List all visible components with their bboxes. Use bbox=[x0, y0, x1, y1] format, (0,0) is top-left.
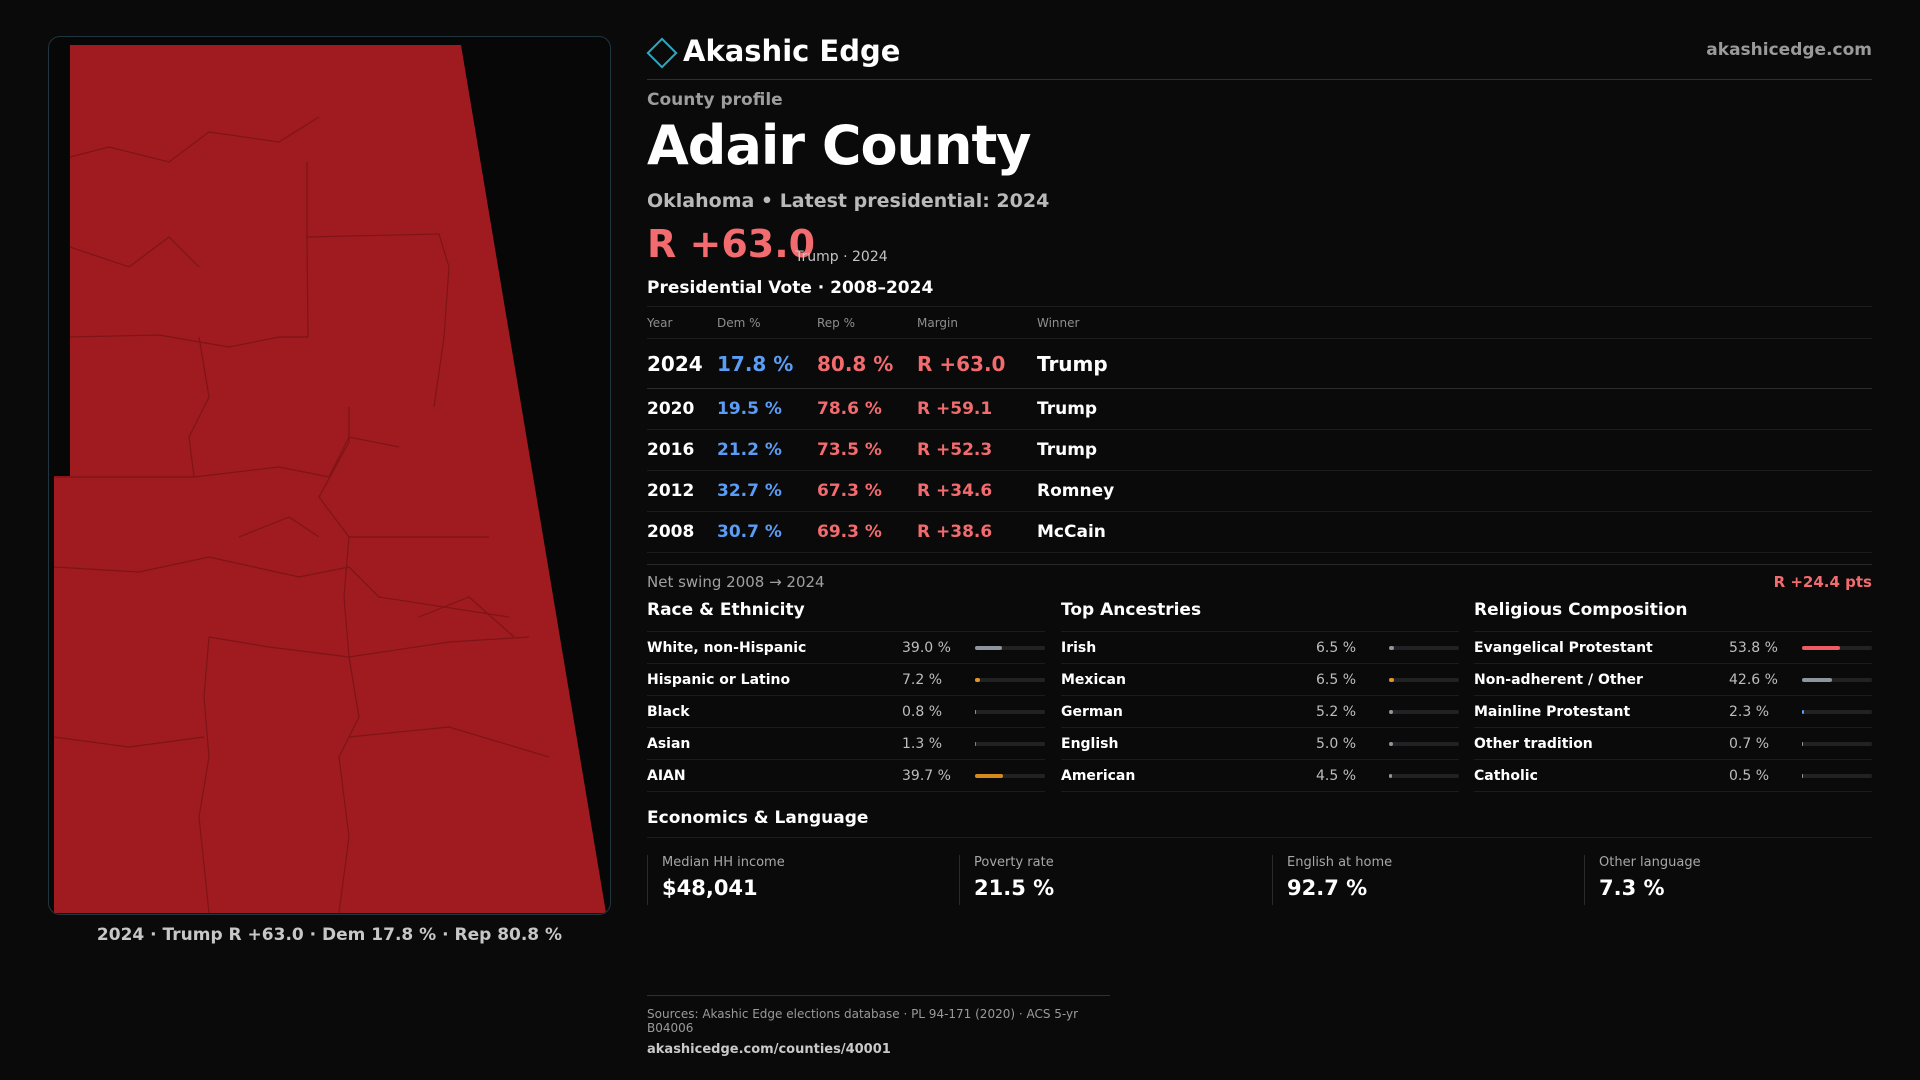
presidential-heading: Presidential Vote · 2008–2024 bbox=[647, 278, 934, 298]
item-label: American bbox=[1061, 768, 1136, 784]
item-pct: 39.0 % bbox=[902, 640, 951, 656]
list-item bbox=[647, 664, 1045, 696]
list-item bbox=[1474, 632, 1872, 664]
list-item bbox=[1474, 760, 1872, 792]
col-margin: Margin bbox=[917, 316, 958, 330]
item-pct: 39.7 % bbox=[902, 768, 951, 784]
list-item bbox=[1061, 760, 1459, 792]
table-row bbox=[647, 339, 1872, 389]
bar-track bbox=[975, 678, 1045, 682]
row-dem: 19.5 % bbox=[717, 399, 782, 419]
row-rep: 78.6 % bbox=[817, 399, 882, 419]
row-year: 2008 bbox=[647, 522, 695, 542]
list-item bbox=[647, 696, 1045, 728]
bar-track bbox=[975, 646, 1045, 650]
bar-fill bbox=[1802, 678, 1832, 682]
col-year: Year bbox=[647, 316, 673, 330]
bar-fill bbox=[1389, 646, 1394, 650]
item-pct: 0.5 % bbox=[1729, 768, 1770, 784]
row-dem: 17.8 % bbox=[717, 351, 794, 376]
bar-track bbox=[1389, 678, 1459, 682]
list-item bbox=[647, 728, 1045, 760]
item-pct: 6.5 % bbox=[1316, 672, 1357, 688]
row-rep: 67.3 % bbox=[817, 481, 882, 501]
item-pct: 0.7 % bbox=[1729, 736, 1770, 752]
stat-value: 92.7 % bbox=[1287, 876, 1368, 900]
headline-note: Trump · 2024 bbox=[795, 249, 888, 265]
row-margin: R +34.6 bbox=[917, 481, 993, 501]
page-subtitle: Oklahoma • Latest presidential: 2024 bbox=[647, 190, 1050, 212]
swing-label: Net swing 2008 → 2024 bbox=[647, 573, 825, 591]
page-title: Adair County bbox=[647, 114, 1031, 177]
bar-fill bbox=[1802, 774, 1803, 778]
county-map bbox=[48, 36, 611, 915]
stat-other-language bbox=[1584, 855, 1884, 905]
bar-track bbox=[1802, 678, 1872, 682]
row-margin: R +63.0 bbox=[917, 351, 1006, 376]
row-rep: 80.8 % bbox=[817, 351, 894, 376]
bar-fill bbox=[1802, 710, 1804, 714]
bar-fill bbox=[1389, 742, 1393, 746]
list-item bbox=[1061, 728, 1459, 760]
col-rep: Rep % bbox=[817, 316, 856, 330]
table-row bbox=[647, 389, 1872, 430]
row-margin: R +38.6 bbox=[917, 522, 993, 542]
race-heading: Race & Ethnicity bbox=[647, 600, 1045, 632]
list-item bbox=[1061, 696, 1459, 728]
item-label: Hispanic or Latino bbox=[647, 672, 791, 688]
item-label: Asian bbox=[647, 736, 691, 752]
bar-track bbox=[1389, 646, 1459, 650]
list-item bbox=[1061, 632, 1459, 664]
map-caption: 2024 · Trump R +63.0 · Dem 17.8 % · Rep 80.8 % bbox=[96, 925, 563, 945]
item-pct: 0.8 % bbox=[902, 704, 943, 720]
stat-label: Poverty rate bbox=[974, 855, 1054, 870]
stat-value: 7.3 % bbox=[1599, 876, 1665, 900]
source-url-link[interactable]: akashicedge.com/counties/40001 bbox=[647, 1042, 891, 1057]
sources-text: Sources: Akashic Edge elections database · PL 94-171 (2020) · ACS 5-yr B04006 bbox=[647, 1007, 1079, 1035]
item-label: Irish bbox=[1061, 640, 1097, 656]
row-year: 2012 bbox=[647, 481, 695, 501]
bar-track bbox=[1802, 646, 1872, 650]
row-winner: Trump bbox=[1037, 399, 1098, 419]
race-ethnicity-panel bbox=[647, 600, 1045, 792]
item-label: Mexican bbox=[1061, 672, 1126, 688]
net-swing bbox=[647, 564, 1872, 594]
bar-track bbox=[975, 774, 1045, 778]
religion-heading: Religious Composition bbox=[1474, 600, 1872, 632]
row-rep: 69.3 % bbox=[817, 522, 882, 542]
religion-panel bbox=[1474, 600, 1872, 792]
item-label: German bbox=[1061, 704, 1123, 720]
presidential-table bbox=[647, 306, 1872, 553]
row-winner: Trump bbox=[1037, 440, 1098, 460]
item-pct: 2.3 % bbox=[1729, 704, 1770, 720]
item-pct: 53.8 % bbox=[1729, 640, 1778, 656]
item-pct: 42.6 % bbox=[1729, 672, 1778, 688]
list-item bbox=[1474, 728, 1872, 760]
bar-track bbox=[1802, 710, 1872, 714]
list-item bbox=[647, 760, 1045, 792]
item-pct: 6.5 % bbox=[1316, 640, 1357, 656]
bar-fill bbox=[1389, 710, 1393, 714]
item-label: Catholic bbox=[1474, 768, 1538, 784]
bar-fill bbox=[975, 646, 1002, 650]
profile-label: County profile bbox=[647, 90, 783, 110]
swing-value: R +24.4 pts bbox=[1773, 573, 1872, 591]
stat-label: Other language bbox=[1599, 855, 1701, 870]
bar-fill bbox=[1802, 742, 1803, 746]
item-pct: 4.5 % bbox=[1316, 768, 1357, 784]
stat-label: English at home bbox=[1287, 855, 1393, 870]
bar-track bbox=[975, 710, 1045, 714]
row-dem: 21.2 % bbox=[717, 440, 782, 460]
brand-name: Akashic Edge bbox=[683, 34, 901, 68]
bar-track bbox=[1389, 742, 1459, 746]
item-label: AIAN bbox=[647, 768, 686, 784]
bar-track bbox=[975, 742, 1045, 746]
stat-value: $48,041 bbox=[662, 876, 758, 900]
bar-fill bbox=[975, 710, 976, 714]
stat-value: 21.5 % bbox=[974, 876, 1055, 900]
sources bbox=[647, 995, 1110, 1057]
row-year: 2020 bbox=[647, 399, 695, 419]
diamond-logo-icon bbox=[646, 37, 677, 68]
row-year: 2016 bbox=[647, 440, 695, 460]
economics-heading: Economics & Language bbox=[647, 808, 1872, 838]
row-margin: R +52.3 bbox=[917, 440, 993, 460]
row-dem: 32.7 % bbox=[717, 481, 782, 501]
item-label: Evangelical Protestant bbox=[1474, 640, 1653, 656]
item-pct: 5.0 % bbox=[1316, 736, 1357, 752]
table-row bbox=[647, 430, 1872, 471]
row-year: 2024 bbox=[647, 351, 703, 376]
ancestry-panel bbox=[1061, 600, 1459, 792]
county-map-svg bbox=[49, 37, 611, 915]
item-label: Mainline Protestant bbox=[1474, 704, 1631, 720]
item-pct: 1.3 % bbox=[902, 736, 943, 752]
list-item bbox=[1474, 664, 1872, 696]
bar-track bbox=[1802, 742, 1872, 746]
item-label: Other tradition bbox=[1474, 736, 1593, 752]
row-rep: 73.5 % bbox=[817, 440, 882, 460]
list-item bbox=[1061, 664, 1459, 696]
stat-median-income bbox=[647, 855, 947, 905]
bar-fill bbox=[1389, 678, 1394, 682]
list-item bbox=[647, 632, 1045, 664]
table-row bbox=[647, 471, 1872, 512]
bar-track bbox=[1389, 774, 1459, 778]
ancestry-heading: Top Ancestries bbox=[1061, 600, 1459, 632]
table-row bbox=[647, 512, 1872, 553]
item-label: English bbox=[1061, 736, 1119, 752]
row-winner: McCain bbox=[1037, 522, 1106, 542]
header bbox=[647, 30, 1872, 80]
item-pct: 7.2 % bbox=[902, 672, 943, 688]
row-winner: Romney bbox=[1037, 481, 1115, 501]
bar-fill bbox=[1802, 646, 1840, 650]
table-header bbox=[647, 307, 1872, 339]
item-label: White, non-Hispanic bbox=[647, 640, 807, 656]
bar-fill bbox=[975, 774, 1003, 778]
bar-track bbox=[1802, 774, 1872, 778]
stat-english-at-home bbox=[1272, 855, 1572, 905]
list-item bbox=[1474, 696, 1872, 728]
bar-track bbox=[1389, 710, 1459, 714]
col-winner: Winner bbox=[1037, 316, 1080, 330]
item-label: Black bbox=[647, 704, 690, 720]
item-label: Non-adherent / Other bbox=[1474, 672, 1643, 688]
bar-fill bbox=[1389, 774, 1392, 778]
row-dem: 30.7 % bbox=[717, 522, 782, 542]
item-pct: 5.2 % bbox=[1316, 704, 1357, 720]
headline-margin: R +63.0 bbox=[647, 222, 816, 266]
site-link[interactable]: akashicedge.com bbox=[1706, 40, 1872, 60]
col-dem: Dem % bbox=[717, 316, 761, 330]
bar-fill bbox=[975, 742, 976, 746]
stat-label: Median HH income bbox=[662, 855, 785, 870]
row-winner: Trump bbox=[1037, 351, 1108, 376]
stat-poverty-rate bbox=[959, 855, 1259, 905]
county-shape bbox=[54, 45, 606, 913]
bar-fill bbox=[975, 678, 980, 682]
row-margin: R +59.1 bbox=[917, 399, 993, 419]
